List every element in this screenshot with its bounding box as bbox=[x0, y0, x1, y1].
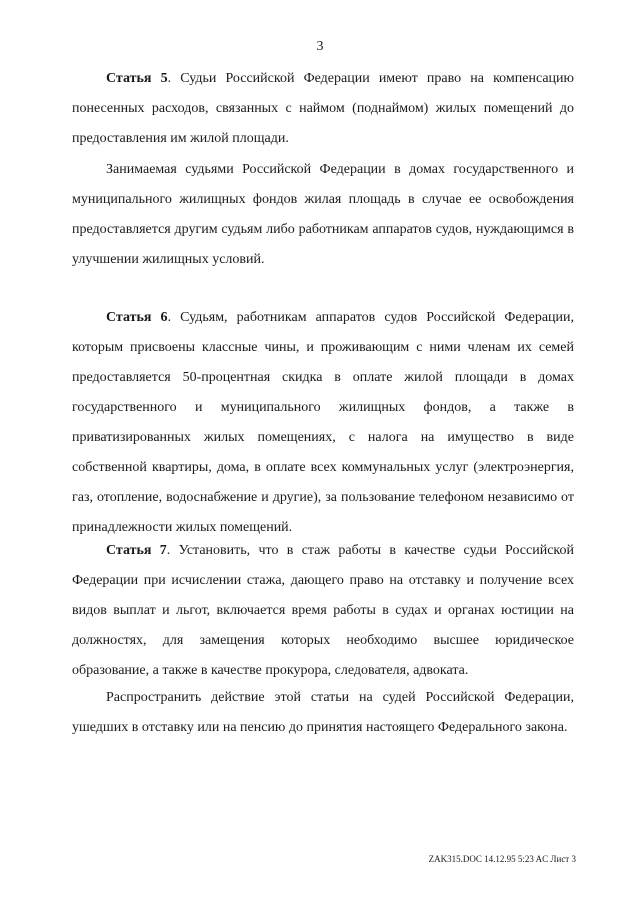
article-5-text: . Судьи Российской Федерации имеют право на компенсацию понесенных расходов, связанных с наймом (поднаймом) жилых помещений до предоставления им жилой площади. bbox=[72, 71, 574, 146]
article-6-paragraph bbox=[72, 303, 574, 543]
article-5-second-paragraph bbox=[72, 155, 574, 275]
article-6-text: . Судьям, работникам аппаратов судов Российской Федерации, которым присвоены классные чины, и проживающим с ними членам их семей предоставляется 50-процентная скидка в оплате жилой площади в домах государственного и муниципального жилищных фондов, а также в приватизированных жилых помещениях, с налога на имущество в виде собственной квартиры, дома, в оплате всех коммунальных услуг (электроэнергия, газ, отопление, водоснабжение и другие), за пользование телефоном независимо от принадлежности жилых помещений. bbox=[72, 310, 575, 535]
document-footer: ZAK315.DOC 14.12.95 5:23 AC Лист 3 bbox=[428, 854, 576, 864]
article-5-second-text: Занимаемая судьями Российской Федерации в домах государственного и муниципального жилищных фондов жилая площадь в случае ее освобождения предоставляется другим судьям либо работникам аппаратов судов, нуждающимся в улучшении жилищных условий. bbox=[72, 162, 574, 267]
article-5-title: Статья 5 bbox=[106, 71, 168, 86]
article-7-second-text: Распространить действие этой статьи на судей Российской Федерации, ушедших в отставку или на пенсию до принятия настоящего Федерального закона. bbox=[72, 690, 574, 735]
article-7-text: . Установить, что в стаж работы в качестве судьи Российской Федерации при исчислении стажа, дающего право на отставку и получение всех видов выплат и льгот, включается время работы в судах и органах юстиции на должностях, для замещения которых необходимо высшее юридическое образование, а также в качестве прокурора, следователя, адвоката. bbox=[72, 543, 575, 678]
article-7-title: Статья 7 bbox=[106, 543, 167, 558]
article-7-second-paragraph bbox=[72, 683, 574, 743]
article-6-title: Статья 6 bbox=[106, 310, 168, 325]
article-5-paragraph bbox=[72, 64, 574, 154]
page-number: 3 bbox=[316, 39, 324, 54]
article-7-paragraph bbox=[72, 536, 574, 686]
